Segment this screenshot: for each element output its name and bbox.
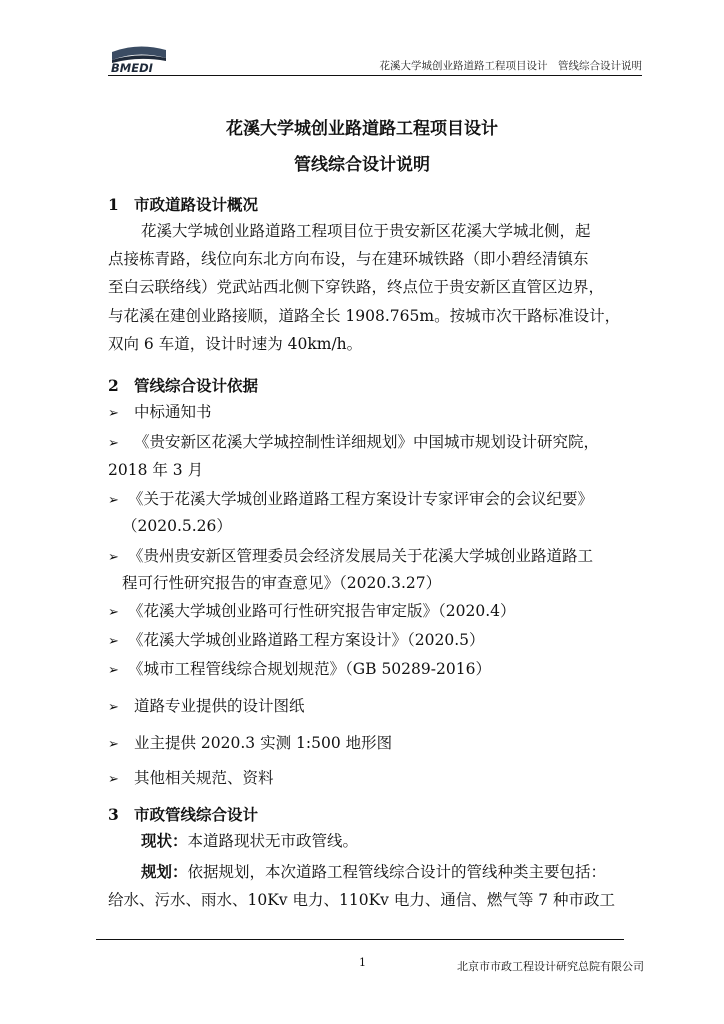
list-item: ➢ 《关于花溪大学城创业路道路工程方案设计专家评审会的会议纪要》 [108,487,634,513]
paragraph-line: 与花溪在建创业路接顺，道路全长 1908.765m。按城市次干路标准设计， [108,306,621,325]
arrow-bullet-icon: ➢ [108,406,119,421]
arrow-bullet-icon: ➢ [108,634,119,649]
document-title: 花溪大学城创业路道路工程项目设计 [226,119,498,139]
logo-graphic [108,40,170,74]
footer-divider [96,939,624,940]
section-1-paragraph [108,217,634,358]
arrow-bullet-icon: ➢ [108,663,119,678]
section-number: 2 [108,376,119,395]
list-item: ➢ 业主提供 2020.3 实测 1:500 地形图 [108,731,634,757]
document-subtitle: 管线综合设计说明 [294,155,430,175]
header-divider [108,75,642,76]
section-title: 市政管线综合设计 [134,805,259,824]
list-item-continuation: （2020.5.26） [122,517,232,535]
arrow-bullet-icon: ➢ [108,550,119,565]
arrow-bullet-icon: ➢ [108,493,119,508]
list-item: ➢ 《城市工程管线综合规划规范》（GB 50289-2016） [108,657,634,683]
header-doc-title: 花溪大学城创业路道路工程项目设计 管线综合设计说明 [379,60,642,72]
paragraph-line: 花溪大学城创业路道路工程项目位于贵安新区花溪大学城北侧，起 [141,222,591,240]
list-item-continuation: 2018 年 3 月 [108,461,204,479]
section-title: 市政道路设计概况 [134,195,259,214]
paragraph-line: 至白云联络线）党武站西北侧下穿铁路，终点位于贵安新区直管区边界， [108,278,605,297]
paragraph-line: 双向 6 车道，设计时速为 40km/h。 [108,334,363,353]
list-item: ➢ 《花溪大学城创业路可行性研究报告审定版》（2020.4） [108,599,634,625]
plan-label: 规划： [141,862,188,881]
status-label: 现状： [141,831,188,850]
section-heading-2 [108,374,258,396]
arrow-bullet-icon: ➢ [108,700,119,715]
list-item: ➢ 《贵安新区花溪大学城控制性详细规划》中国城市规划设计研究院， [108,430,634,456]
arrow-bullet-icon: ➢ [108,737,119,752]
list-item: ➢ 《花溪大学城创业路道路工程方案设计》（2020.5） [108,628,634,654]
section-heading-3 [108,803,258,825]
list-item: ➢ 道路专业提供的设计图纸 [108,694,634,720]
company-logo [108,40,170,74]
arrow-bullet-icon: ➢ [108,772,119,787]
section-number: 3 [108,805,119,824]
paragraph-line [108,858,634,886]
plan-text: 依据规划，本次道路工程管线综合设计的管线种类主要包括： [187,863,607,881]
paragraph-line: 给水、污水、雨水、10Kv 电力、110Kv 电力、通信、燃气等 7 种市政工 [108,891,616,910]
arrow-bullet-icon: ➢ [108,605,119,620]
paragraph-line: 点接栋青路，线位向东北方向布设，与在建环城铁路（即小碧经清镇东 [108,250,589,269]
list-item: ➢ 中标通知书 [108,400,634,426]
list-item: ➢ 《贵州贵安新区管理委员会经济发展局关于花溪大学城创业路道路工 [108,544,634,570]
section-title: 管线综合设计依据 [134,376,259,395]
status-paragraph [108,827,634,855]
section-number: 1 [108,195,119,214]
list-item-continuation: 程可行性研究报告的审查意见》（2020.3.27） [122,574,442,592]
status-text: 本道路现状无市政管线。 [187,832,359,850]
logo-text: BMEDI [111,61,153,74]
list-item: ➢ 其他相关规范、资料 [108,766,634,792]
page-number: 1 [359,956,366,969]
plan-paragraph [108,858,634,914]
footer-company: 北京市市政工程设计研究总院有限公司 [457,960,644,973]
section-heading-1 [108,193,258,215]
arrow-bullet-icon: ➢ [108,436,119,451]
